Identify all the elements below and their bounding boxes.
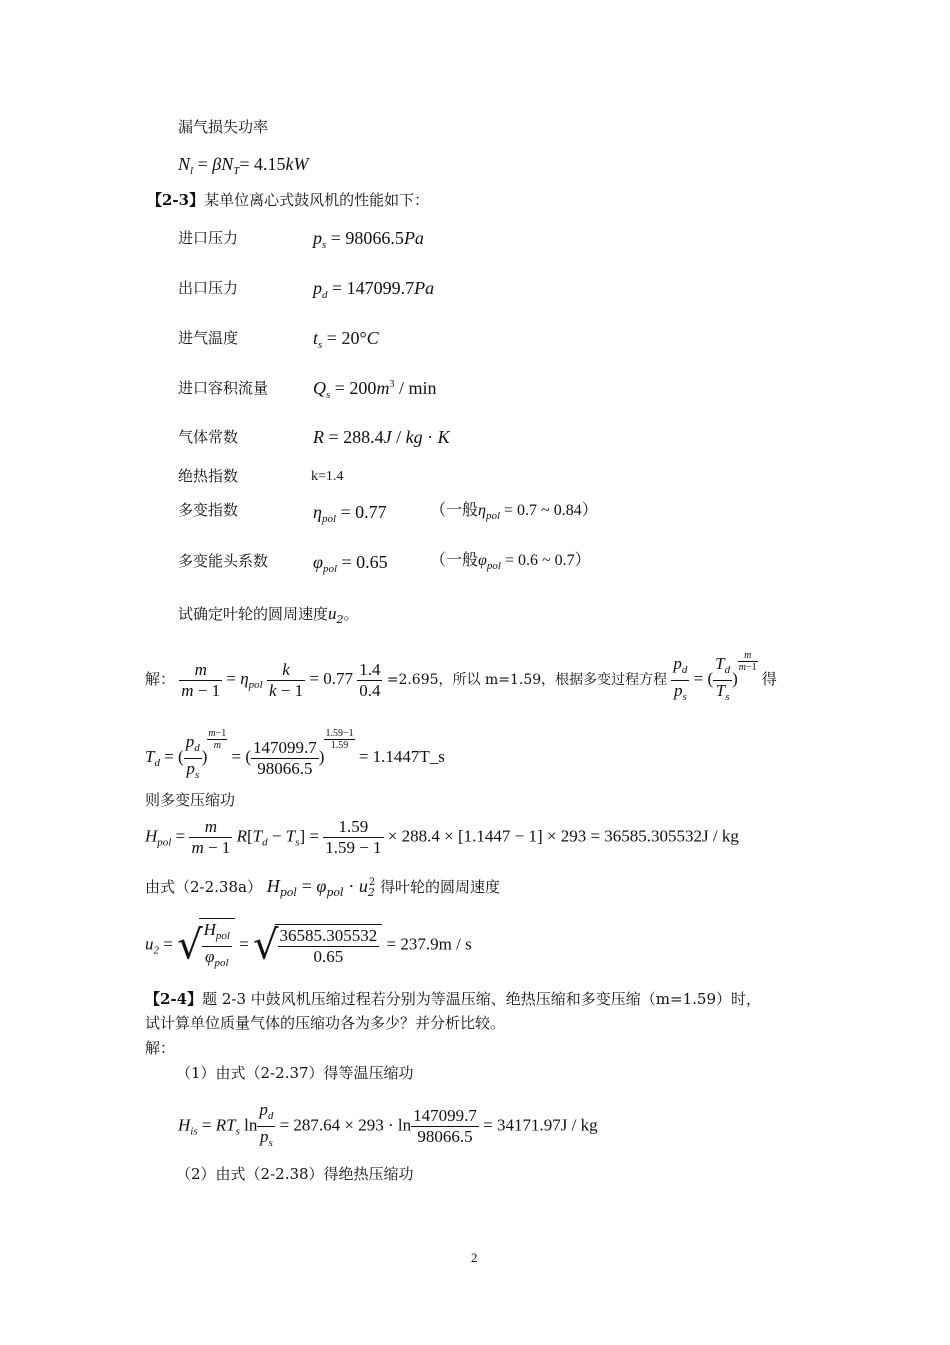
param-label: 多变指数 xyxy=(178,501,239,519)
page-number: 2 xyxy=(471,1250,478,1265)
td-formula: $T_d$ = ( $\frac{p_d}{p_s}$ ) $\frac{m-1}{m}$ = ( $\frac{147099.7}{98066.5}$ ) $\frac{1.59-1}{1.59}$ = 1.1447T_s xyxy=(145,728,445,781)
param-note: （一般$\eta_{pol} = 0.7$ ~ 0.84） xyxy=(430,502,598,522)
param-label: 多变能头系数 xyxy=(178,552,269,570)
item2: （2）由式（2-2.38）得绝热压缩功 xyxy=(176,1165,414,1183)
question: 试确定叶轮的圆周速度$u_2$。 xyxy=(178,604,359,626)
param-label: 进口压力 xyxy=(178,229,239,247)
problem-tag: 【2-3】 xyxy=(147,191,205,209)
solution-step1: 解： $\frac{m}{m - 1}$ = $\eta_{pol}$ $\frac{k}{k - 1}$ = 0.77 $\frac{1.4}{0.4}$ =2.695，所以 m=1.59，根据多变过程方程 $\frac{p_d}{p_s}$ = ( $\frac{T_d}{T_s}$ ) $\frac{m}{m-1}$ 得 xyxy=(145,650,777,703)
his-formula: $H_{is} = RT_s$ ln $\frac{p_d}{p_s}$ = 287.64 × 293 · ln $\frac{147099.7}{98066.5}$ = 34171.97J / kg xyxy=(178,1100,598,1149)
problem-2-3-statement xyxy=(147,193,429,208)
param-label: 进口容积流量 xyxy=(178,379,269,397)
u2-formula: $u_2$ = √ $\frac{H_{pol}}{\varphi_{pol}}$ = √ $\frac{36585.305532}{0.65}$ = 237.9m / s xyxy=(145,918,472,973)
param-value: $t_s = 20^\circ C$ xyxy=(313,328,379,351)
param-value: R = 288.4J / kg · K xyxy=(313,427,450,447)
param-value: $p_d = 147099.7Pa$ xyxy=(313,278,435,301)
problem-2-4-line2: 试计算单位质量气体的压缩功各为多少？并分析比较。 xyxy=(145,1014,506,1032)
param-label: 进气温度 xyxy=(178,329,239,347)
leak-power-heading: 漏气损失功率 xyxy=(178,118,269,136)
hpol-formula: $H_{pol}$ = $\frac{m}{m - 1}$ $R[T_d - T_s]$ = $\frac{1.59}{1.59 - 1}$ × 288.4 × [1.1447 − 1] × 293 = 36585.305532J / kg xyxy=(145,817,739,857)
from-eq-line: 由式（2-2.38a） $H_{pol} = \varphi_{pol} \cdot u_2^2$ 得叶轮的圆周速度 xyxy=(145,876,500,899)
problem-2-4-statement: 【2-4】题 2-3 中鼓风机压缩过程若分别为等温压缩、绝热压缩和多变压缩（m=1.59）时， xyxy=(145,990,761,1008)
param-note: （一般$\varphi_{pol} = 0.6$ ~ 0.7） xyxy=(430,552,591,572)
param-value: k=1.4 xyxy=(311,469,344,484)
then-text: 则多变压缩功 xyxy=(145,791,236,809)
leak-power-formula: $N_l = \beta N_T= 4.15kW$ xyxy=(178,154,309,177)
param-value: $\eta_{pol} = 0.77$ xyxy=(313,502,387,525)
problem-text: 某单位离心式鼓风机的性能如下： xyxy=(204,191,430,209)
param-label: 出口压力 xyxy=(178,279,239,297)
param-label: 气体常数 xyxy=(178,428,239,446)
param-value: $Q_s = 200m^3 / \min$ xyxy=(313,378,437,401)
param-value: $p_s = 98066.5Pa$ xyxy=(313,228,424,251)
param-label: 绝热指数 xyxy=(178,467,239,485)
solution-label: 解： xyxy=(145,1039,176,1057)
param-value: $\varphi_{pol} = 0.65$ xyxy=(313,552,388,575)
item1: （1）由式（2-2.37）得等温压缩功 xyxy=(176,1064,414,1082)
